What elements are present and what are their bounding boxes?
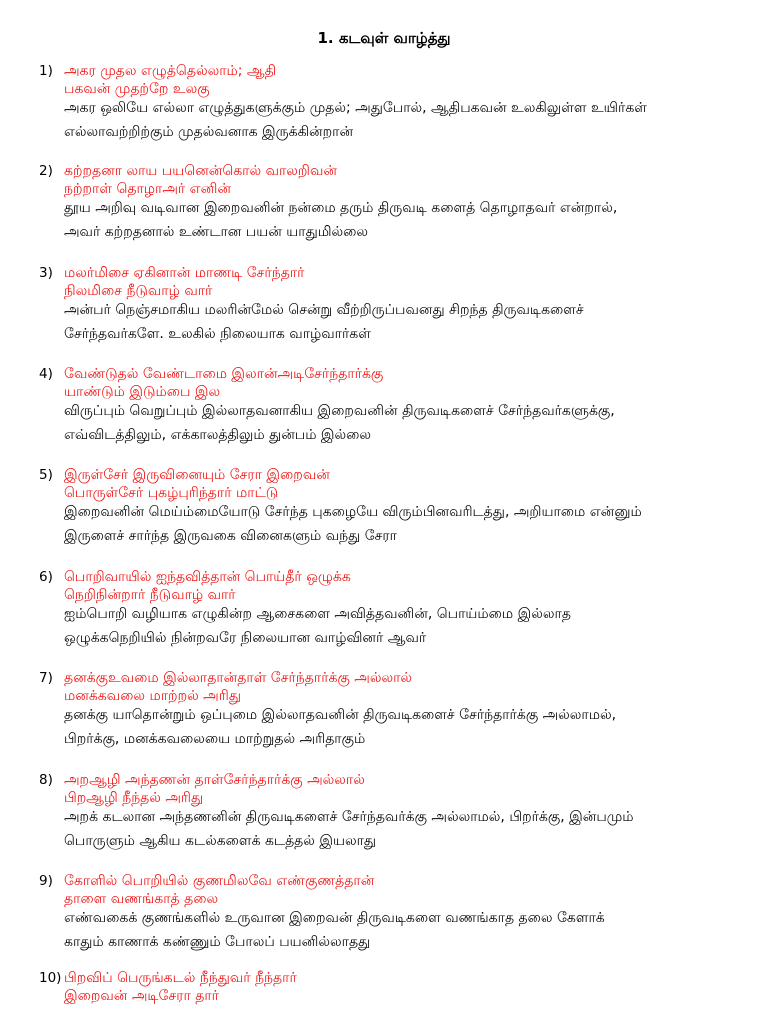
meaning-line: தனக்கு யாதொன்றும் ஒப்புமை இல்லாதவனின் திருவடிகளைச் சேர்ந்தார்க்கு அல்லாமல், (64, 707, 617, 723)
verse-line: தாளை வணங்காத் தலை (64, 891, 219, 907)
kural-number: 5) (39, 467, 53, 483)
verse-line: பொறிவாயில் ஐந்தவித்தான் பொய்தீர் ஒழுக்க (64, 569, 351, 585)
verse-line: நிலமிசை நீடுவாழ் வார் (64, 283, 213, 299)
meaning-line: காதும் காணாக் கண்ணும் போலப் பயனில்லாதது (64, 934, 371, 950)
kural-number: 6) (39, 569, 53, 585)
verse-line: மனக்கவலை மாற்றல் அரிது (64, 688, 241, 704)
kural-number: 4) (39, 366, 53, 382)
meaning-line: தூய அறிவு வடிவான இறைவனின் நன்மை தரும் திருவடி களைத் தொழாதவர் என்றால், (64, 200, 618, 216)
verse-line: பிறஆழி நீந்தல் அரிது (64, 790, 204, 806)
verse-line: கற்றதனா லாய பயனென்கொல் வாலறிவன் (64, 163, 337, 179)
meaning-line: விருப்பும் வெறுப்பும் இல்லாதவனாகிய இறைவனின் திருவடிகளைச் சேர்ந்தவர்களுக்கு, (64, 403, 615, 419)
verse-line: அறஆழி அந்தணன் தாள்சேர்ந்தார்க்கு அல்லால் (64, 772, 365, 788)
page-title: 1. கடவுள் வாழ்த்து (317, 29, 451, 47)
verse-line: இறைவன் அடிசேரா தார் (64, 988, 219, 1004)
verse-line: தனக்குஉவமை இல்லாதான்தாள் சேர்ந்தார்க்கு அல்லால் (64, 670, 413, 686)
meaning-line: இறைவனின் மெய்ம்மையோடு சேர்ந்த புகழையே விரும்பினவரிடத்து, அறியாமை என்னும் (64, 504, 642, 520)
verse-line: அகர முதல எழுத்தெல்லாம்; ஆதி (64, 63, 277, 79)
verse-line: மலர்மிசை ஏகினான் மாணடி சேர்ந்தார் (64, 265, 305, 281)
verse-line: நற்றாள் தொழாஅர் எனின் (64, 181, 231, 197)
meaning-line: அன்பர் நெஞ்சமாகிய மலரின்மேல் சென்று வீற்றிருப்பவனது சிறந்த திருவடிகளைச் (64, 302, 584, 318)
meaning-line: எண்வகைக் குணங்களில் உருவான இறைவன் திருவடிகளை வணங்காத தலை கேளாக் (64, 910, 605, 926)
kural-number: 1) (39, 63, 53, 79)
meaning-line: ஒழுக்கநெறியில் நின்றவரே நிலையான வாழ்வினர் ஆவர் (64, 630, 427, 646)
kural-number: 10) (39, 970, 62, 986)
kural-number: 3) (39, 265, 53, 281)
meaning-line: அகர ஒலியே எல்லா எழுத்துகளுக்கும் முதல்; அதுபோல், ஆதிபகவன் உலகிலுள்ள உயிர்கள் (64, 100, 647, 116)
verse-line: பிறவிப் பெருங்கடல் நீந்துவர் நீந்தார் (64, 970, 297, 986)
verse-line: பகவன் முதற்றே உலகு (64, 81, 210, 97)
kural-number: 7) (39, 670, 53, 686)
meaning-line: அவர் கற்றதனால் உண்டான பயன் யாதுமில்லை (64, 224, 368, 240)
meaning-line: பொருளும் ஆகிய கடல்களைக் கடத்தல் இயலாது (64, 833, 377, 849)
kural-number: 9) (39, 873, 53, 889)
meaning-line: பிறர்க்கு, மனக்கவலையை மாற்றுதல் அரிதாகும் (64, 731, 366, 747)
meaning-line: அறக் கடலான அந்தணனின் திருவடிகளைச் சேர்ந்தவர்க்கு அல்லாமல், பிறர்க்கு, இன்பமும் (64, 809, 634, 825)
verse-line: யாண்டும் இடும்பை இல (64, 384, 221, 400)
verse-line: கோளில் பொறியில் குணமிலவே எண்குணத்தான் (64, 873, 375, 889)
meaning-line: சேர்ந்தவர்களே. உலகில் நிலையாக வாழ்வார்கள் (64, 326, 371, 342)
kural-number: 8) (39, 772, 53, 788)
meaning-line: இருளைச் சார்ந்த இருவகை வினைகளும் வந்து சேரா (64, 528, 397, 544)
meaning-line: எல்லாவற்றிற்கும் முதல்வனாக இருக்கின்றான் (64, 124, 354, 140)
verse-line: வேண்டுதல் வேண்டாமை இலான்அடிசேர்ந்தார்க்கு (64, 366, 384, 382)
kural-number: 2) (39, 163, 53, 179)
meaning-line: ஐம்பொறி வழியாக எழுகின்ற ஆசைகளை அவித்தவனின், பொய்ம்மை இல்லாத (64, 606, 571, 622)
verse-line: நெறிநின்றார் நீடுவாழ் வார் (64, 587, 236, 603)
verse-line: இருள்சேர் இருவினையும் சேரா இறைவன் (64, 467, 330, 483)
verse-line: பொருள்சேர் புகழ்புரிந்தார் மாட்டு (64, 485, 279, 501)
meaning-line: எவ்விடத்திலும், எக்காலத்திலும் துன்பம் இல்லை (64, 427, 372, 443)
